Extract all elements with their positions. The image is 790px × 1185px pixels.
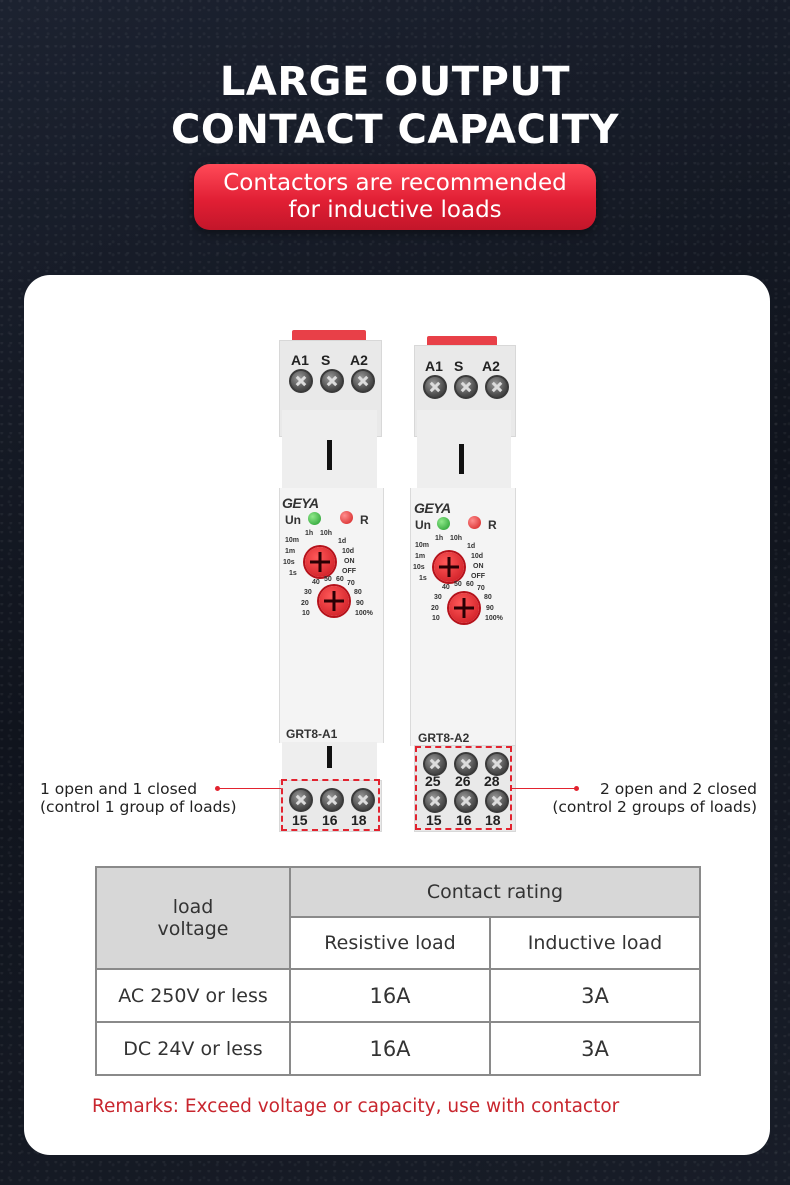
dial-label: 10 bbox=[302, 610, 310, 617]
terminal-label: 18 bbox=[485, 812, 501, 828]
dial-label: 20 bbox=[301, 600, 309, 607]
load-voltage-header-line-1: load bbox=[172, 896, 214, 918]
inductive-cell: 3A bbox=[490, 969, 700, 1022]
dial-label: 70 bbox=[347, 580, 355, 587]
contact-rating-table bbox=[95, 866, 701, 1076]
dial-label: 1m bbox=[285, 548, 296, 555]
resistive-cell: 16A bbox=[290, 1022, 490, 1075]
dial-label: 1m bbox=[415, 553, 426, 560]
dial-label: 10s bbox=[413, 564, 425, 571]
relay-1-contact-highlight bbox=[281, 779, 380, 831]
callout-right-line-1: 2 open and 2 closed bbox=[599, 780, 757, 798]
relay-1-led-un-label: Un bbox=[285, 513, 301, 527]
table-row bbox=[96, 969, 700, 1022]
percentage-knob[interactable] bbox=[449, 593, 479, 623]
screw-icon bbox=[454, 375, 478, 399]
screw-icon bbox=[351, 369, 375, 393]
dial-label: OFF bbox=[342, 568, 356, 575]
screw-icon bbox=[289, 369, 313, 393]
relay-2-led-un-label: Un bbox=[415, 518, 431, 532]
percentage-knob[interactable] bbox=[319, 586, 349, 616]
relay-2-clip-slot bbox=[459, 444, 464, 474]
dial-label: 30 bbox=[304, 589, 312, 596]
terminal-label: 16 bbox=[456, 812, 472, 828]
relay-1-clip-slot bbox=[327, 440, 332, 470]
power-led-icon bbox=[437, 517, 450, 530]
callout-left-line bbox=[219, 788, 281, 789]
relay-2-led-r-label: R bbox=[488, 518, 497, 532]
relay-2-neck bbox=[417, 410, 511, 490]
dial-label: 10 bbox=[432, 615, 440, 622]
relay-1-lower-slot bbox=[327, 746, 332, 768]
dial-label: 10d bbox=[471, 553, 484, 560]
dial-label: 20 bbox=[431, 605, 439, 612]
time-range-knob[interactable] bbox=[434, 552, 464, 582]
terminal-label: 26 bbox=[455, 773, 471, 789]
dial-label: 80 bbox=[484, 594, 492, 601]
load-voltage-header-line-2: voltage bbox=[157, 918, 229, 940]
dial-label: ON bbox=[473, 563, 484, 570]
inductive-load-header: Inductive load bbox=[490, 917, 700, 969]
callout-left-line-1: 1 open and 1 closed bbox=[40, 780, 198, 798]
dial-label: 90 bbox=[356, 600, 364, 607]
dial-label: 40 bbox=[442, 584, 450, 591]
banner-line-1: Contactors are recommended bbox=[223, 170, 567, 196]
relay-1-terminal-s: S bbox=[321, 352, 331, 368]
relay-led-icon bbox=[468, 516, 481, 529]
load-voltage-header bbox=[96, 867, 290, 969]
dial-label: 1h bbox=[305, 530, 314, 537]
dial-label: 10h bbox=[320, 530, 333, 537]
voltage-cell: AC 250V or less bbox=[96, 969, 290, 1022]
relay-1-model: GRT8-A1 bbox=[286, 727, 338, 741]
dial-label: 70 bbox=[477, 585, 485, 592]
dial-label: 10s bbox=[283, 559, 295, 566]
dial-label: 1h bbox=[435, 535, 444, 542]
dial-label: 50 bbox=[324, 576, 332, 583]
screw-icon bbox=[320, 369, 344, 393]
dial-label: 1d bbox=[467, 543, 476, 550]
resistive-load-header: Resistive load bbox=[290, 917, 490, 969]
headline-line-1: LARGE OUTPUT bbox=[219, 59, 571, 105]
dial-label: OFF bbox=[471, 573, 485, 580]
callout-right-line bbox=[510, 788, 575, 789]
dial-label: 60 bbox=[466, 581, 474, 588]
relay-2-top-screws bbox=[423, 375, 509, 399]
terminal-label: 25 bbox=[425, 773, 441, 789]
dial-label: 1s bbox=[419, 575, 427, 582]
dial-label: 10m bbox=[415, 542, 430, 549]
dial-label: 40 bbox=[312, 579, 320, 586]
dial-label: ON bbox=[344, 558, 355, 565]
dial-label: 10h bbox=[450, 535, 463, 542]
terminal-label: 15 bbox=[426, 812, 442, 828]
relay-2-terminal-s: S bbox=[454, 358, 464, 374]
relay-2-model: GRT8-A2 bbox=[418, 731, 470, 745]
table-row bbox=[96, 1022, 700, 1075]
dial-label: 10m bbox=[285, 537, 300, 544]
terminal-label: 15 bbox=[292, 812, 308, 828]
voltage-cell: DC 24V or less bbox=[96, 1022, 290, 1075]
callout-left bbox=[40, 780, 237, 816]
remarks-text: Remarks: Exceed voltage or capacity, use with contactor bbox=[92, 1096, 620, 1117]
relay-led-icon bbox=[340, 511, 353, 524]
dial-label: 30 bbox=[434, 594, 442, 601]
banner-pill bbox=[194, 164, 596, 230]
callout-left-line-2: (control 1 group of loads) bbox=[40, 798, 237, 816]
dial-label: 100% bbox=[355, 610, 373, 617]
inductive-cell: 3A bbox=[490, 1022, 700, 1075]
dial-label: 1d bbox=[338, 538, 347, 545]
terminal-label: 18 bbox=[351, 812, 367, 828]
resistive-cell: 16A bbox=[290, 969, 490, 1022]
banner-line-2: for inductive loads bbox=[288, 197, 502, 223]
contact-rating-header: Contact rating bbox=[290, 867, 700, 917]
dial-label: 50 bbox=[454, 581, 462, 588]
headline bbox=[0, 58, 790, 154]
relay-1-terminal-a1: A1 bbox=[291, 352, 309, 368]
relay-2-brand-logo: GEYA bbox=[414, 500, 451, 516]
relay-1-led-r-label: R bbox=[360, 513, 369, 527]
dial-label: 100% bbox=[485, 615, 503, 622]
power-led-icon bbox=[308, 512, 321, 525]
relay-2-terminal-a2: A2 bbox=[482, 358, 500, 374]
dial-label: 10d bbox=[342, 548, 355, 555]
relay-1-brand-logo: GEYA bbox=[282, 495, 319, 511]
screw-icon bbox=[423, 375, 447, 399]
screw-icon bbox=[485, 375, 509, 399]
dial-label: 80 bbox=[354, 589, 362, 596]
terminal-label: 28 bbox=[484, 773, 500, 789]
callout-right bbox=[531, 780, 757, 816]
dial-label: 60 bbox=[336, 576, 344, 583]
relay-1-terminal-a2: A2 bbox=[350, 352, 368, 368]
dial-label: 1s bbox=[289, 570, 297, 577]
terminal-label: 16 bbox=[322, 812, 338, 828]
headline-line-2: CONTACT CAPACITY bbox=[171, 107, 619, 153]
dial-label: 90 bbox=[486, 605, 494, 612]
time-range-knob[interactable] bbox=[305, 547, 335, 577]
relay-2-contact-highlight bbox=[415, 746, 512, 830]
relay-1-top-screws bbox=[289, 369, 375, 393]
callout-right-line-2: (control 2 groups of loads) bbox=[552, 798, 757, 816]
relay-1-top-tab bbox=[292, 330, 366, 340]
relay-2-terminal-a1: A1 bbox=[425, 358, 443, 374]
